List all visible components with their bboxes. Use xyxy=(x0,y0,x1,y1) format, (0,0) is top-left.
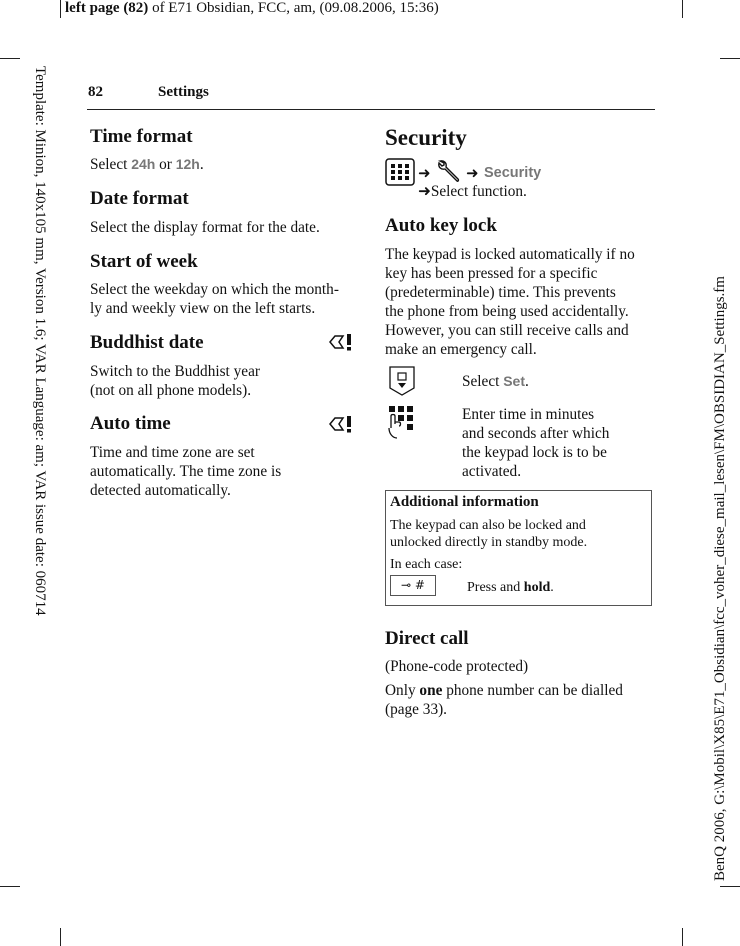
auto-key-lock-text: The keypad is locked automatically if no key has been pressed for a specific (predeterminable) time. This prevents the phone from being used accidentally. However, you can still receive calls and make an emergency call. xyxy=(385,246,635,358)
additional-info-box xyxy=(385,490,652,606)
option-12h: 12h xyxy=(175,156,200,172)
auto-time-heading: Auto time xyxy=(90,413,171,434)
hash-key-icon: ⊸ # xyxy=(390,575,436,596)
wrench-settings-icon xyxy=(436,158,464,184)
running-head: Settings xyxy=(158,84,209,100)
time-format-heading: Time format xyxy=(90,126,193,147)
crop-mark xyxy=(60,0,61,18)
start-week-text: Select the weekday on which the month- ly and weekly view on the left starts. xyxy=(90,281,339,317)
additional-info-text: The keypad can also be locked and unlocked directly in standby mode. xyxy=(390,518,588,550)
start-week-heading: Start of week xyxy=(90,251,198,272)
crop-mark xyxy=(720,886,740,887)
menu-grid-icon xyxy=(385,158,415,186)
header-note: left page (82) of E71 Obsidian, FCC, am, (09.08.2006, 15:36) xyxy=(65,0,439,16)
keypad-entry-icon xyxy=(387,404,419,442)
crop-mark xyxy=(720,58,740,59)
additional-info-title: Additional information xyxy=(390,494,539,510)
page-number: 82 xyxy=(88,84,103,100)
step-select-set: Select Set. xyxy=(462,373,529,390)
arrow-right-icon: ➜ xyxy=(466,166,479,182)
select-function-text: ➜Select function. xyxy=(418,183,527,200)
date-format-text: Select the display format for the date. xyxy=(90,219,320,236)
press-and-hold-text: Press and hold. xyxy=(467,580,554,595)
network-dependent-icon xyxy=(327,414,357,434)
option-24h: 24h xyxy=(131,156,156,172)
arrow-right-icon: ➜ xyxy=(418,183,431,200)
template-note: Template: Minion, 140x105 mm, Version 1.6; VAR Language: am; VAR issue date: 060714 xyxy=(32,66,48,616)
security-heading: Security xyxy=(385,125,467,150)
arrow-right-icon: ➜ xyxy=(418,166,431,182)
buddhist-heading: Buddhist date xyxy=(90,332,204,353)
security-menu-item: Security xyxy=(484,165,542,181)
crop-mark xyxy=(0,58,20,59)
file-path-note: BenQ 2006, G:\Mobil\X85\E71_Obsidian\fcc_voher_diese_mail_lesen\FM\OBSIDIAN_Settings.fm xyxy=(712,276,728,881)
buddhist-text: Switch to the Buddhist year (not on all phone models). xyxy=(90,363,260,399)
direct-call-subtitle: (Phone-code protected) xyxy=(385,658,529,675)
crop-mark xyxy=(60,928,61,946)
in-each-case-text: In each case: xyxy=(390,557,463,572)
direct-call-heading: Direct call xyxy=(385,628,469,649)
auto-time-text: Time and time zone are set automatically. The time zone is detected automatically. xyxy=(90,444,282,499)
header-rule xyxy=(87,109,655,110)
crop-mark xyxy=(682,928,683,946)
crop-mark xyxy=(682,0,683,18)
step-enter-time: Enter time in minutes and seconds after which the keypad lock is to be activated. xyxy=(462,406,610,480)
softkey-icon xyxy=(389,366,415,396)
date-format-heading: Date format xyxy=(90,188,189,209)
crop-mark xyxy=(0,886,20,887)
network-dependent-icon xyxy=(327,332,357,352)
auto-key-lock-heading: Auto key lock xyxy=(385,215,497,236)
direct-call-text: Only one phone number can be dialled (page 33). xyxy=(385,682,623,718)
time-format-text: Select 24h or 12h. xyxy=(90,156,204,173)
set-key-label: Set xyxy=(503,373,525,389)
